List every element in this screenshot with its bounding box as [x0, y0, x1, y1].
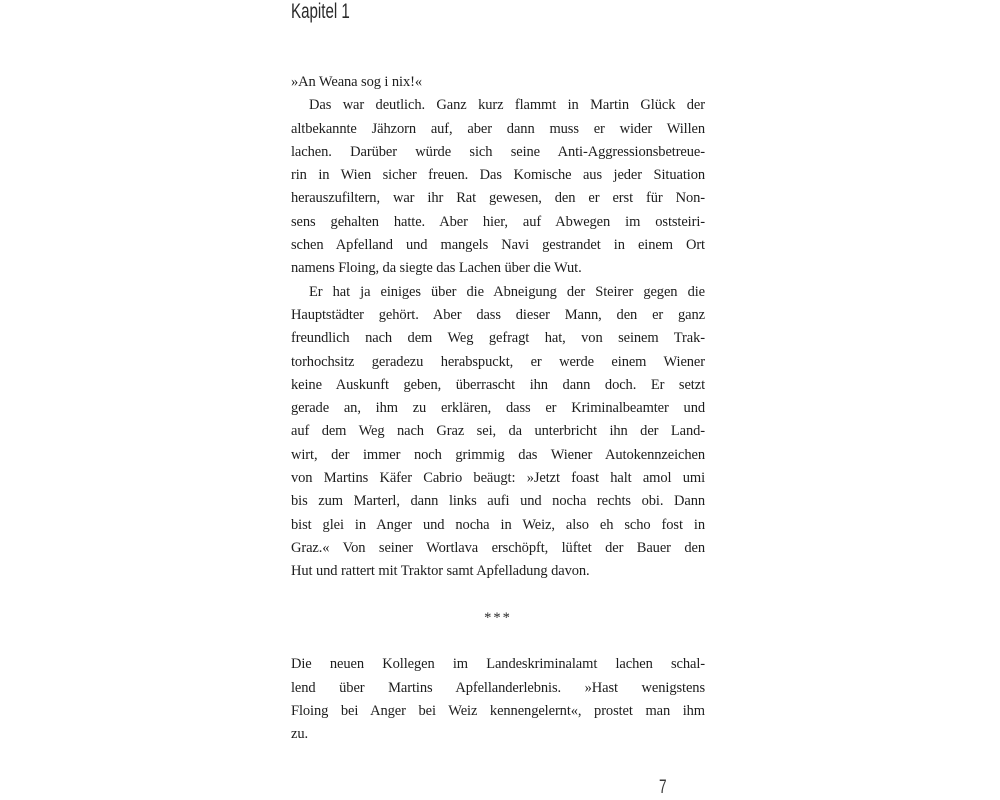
text-line: Graz.« Von seiner Wortlava erschöpft, lüftet der Bauer den: [291, 539, 705, 556]
text-line: Floing bei Anger bei Weiz kennengelernt«, prostet man ihm: [291, 703, 705, 720]
text-line: lachen. Darüber würde sich seine Anti-Aggressionsbetreue-: [291, 143, 705, 160]
text-line: bist glei in Anger und nocha in Weiz, also eh scho fost in: [291, 516, 705, 533]
text-line: Er hat ja einiges über die Abneigung der Steirer gegen die: [309, 283, 705, 300]
text-line: Das war deutlich. Ganz kurz flammt in Martin Glück der: [309, 97, 705, 114]
text-line: »An Weana sog i nix!«: [291, 74, 422, 90]
text-line: keine Auskunft geben, überrascht ihn dann doch. Er setzt: [291, 376, 705, 393]
page-number: 7: [659, 777, 667, 798]
text-line: Hut und rattert mit Traktor samt Apfelladung davon.: [291, 563, 590, 580]
text-line: auf dem Weg nach Graz sei, da unterbricht ihn der Land-: [291, 423, 705, 440]
text-line: Hauptstädter gehört. Aber dass dieser Mann, den er ganz: [291, 306, 705, 323]
text-line: schen Apfelland und mangels Navi gestrandet in einem Ort: [291, 237, 705, 254]
text-line: Die neuen Kollegen im Landeskriminalamt lachen schal-: [291, 656, 705, 673]
text-line: freundlich nach dem Weg gefragt hat, von seinem Trak-: [291, 330, 705, 347]
text-line: herauszufiltern, war ihr Rat gewesen, den er erst für Non-: [291, 190, 705, 207]
text-line: namens Floing, da siegte das Lachen über die Wut.: [291, 260, 582, 277]
text-line: sens gehalten hatte. Aber hier, auf Abwegen im oststeiri-: [291, 213, 705, 230]
text-line: bis zum Marterl, dann links aufi und nocha rechts obi. Dann: [291, 493, 705, 510]
text-line: gerade an, ihm zu erklären, dass er Kriminalbeamter und: [291, 400, 705, 417]
text-line: von Martins Käfer Cabrio beäugt: »Jetzt foast halt amol umi: [291, 470, 705, 487]
body-text-block: [291, 71, 705, 747]
text-line: altbekannte Jähzorn auf, aber dann muss er wider Willen: [291, 120, 705, 137]
section-separator: ***: [484, 609, 512, 626]
chapter-heading: Kapitel 1: [291, 0, 350, 23]
text-line: torhochsitz geradezu herabspuckt, er werde einem Wiener: [291, 353, 705, 370]
text-line: lend über Martins Apfellanderlebnis. »Hast wenigstens: [291, 679, 705, 696]
text-line: zu.: [291, 726, 309, 743]
text-line: wirt, der immer noch grimmig das Wiener Autokennzeichen: [291, 446, 705, 463]
text-line: rin in Wien sicher freuen. Das Komische aus jeder Situation: [291, 167, 705, 184]
